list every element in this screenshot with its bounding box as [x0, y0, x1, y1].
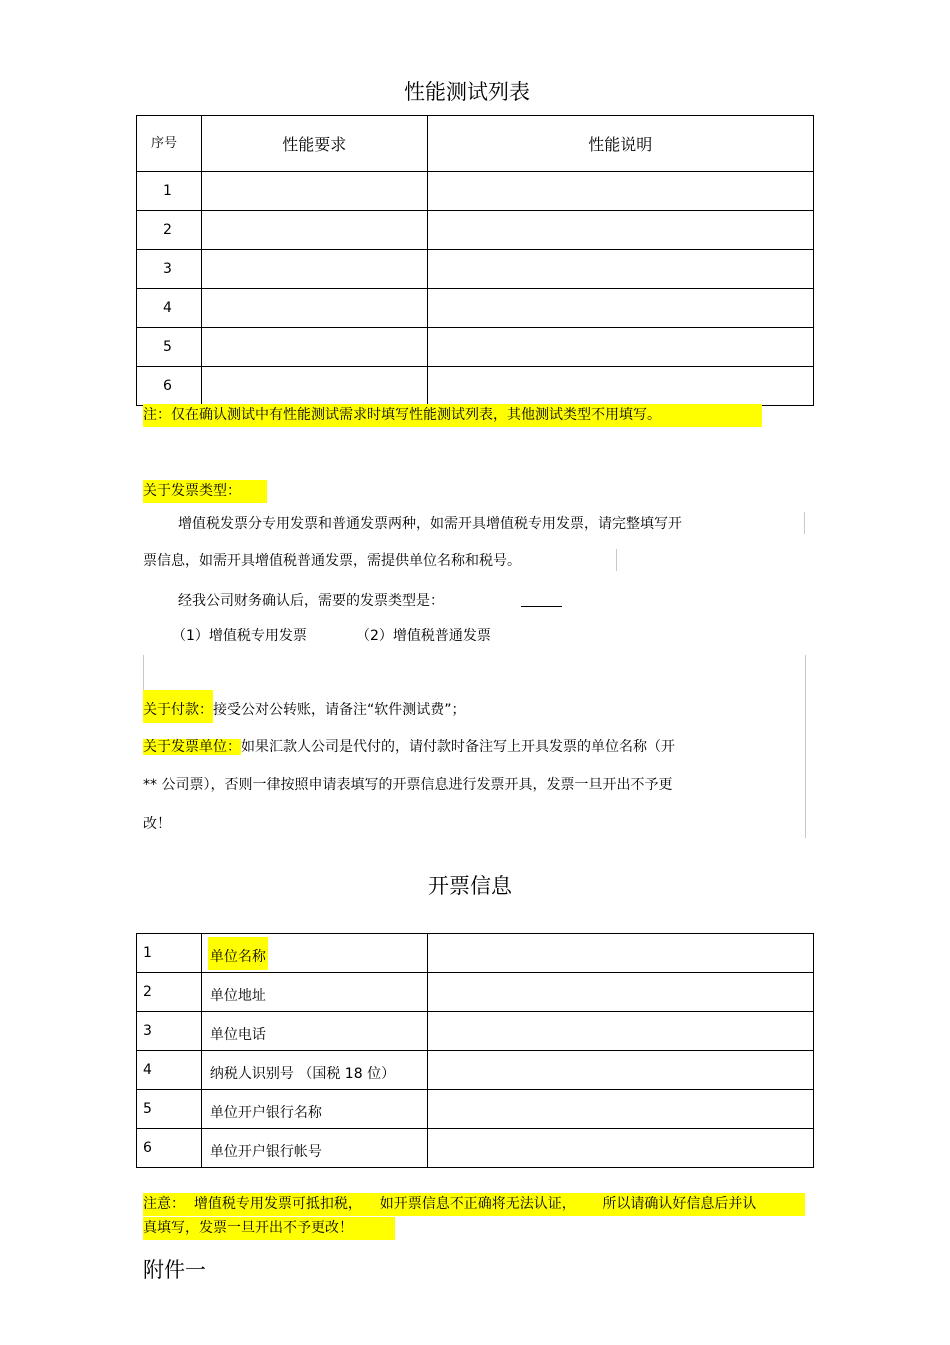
payment-paragraph — [143, 690, 466, 723]
table-row — [137, 1051, 814, 1090]
field-value-cell[interactable] — [427, 1090, 813, 1129]
invoice-unit-text1: 如果汇款人公司是代付的，请付款时备注写上开具发票的单位名称（开 — [241, 739, 675, 755]
table-row — [137, 1090, 814, 1129]
billing-table — [136, 933, 814, 1168]
row-number: 3 — [137, 250, 202, 289]
margin-mark — [804, 512, 805, 534]
row-number: 3 — [137, 1012, 202, 1051]
perf-table-title: 性能测试列表 — [404, 80, 530, 104]
table-row — [137, 973, 814, 1012]
header-requirement: 性能要求 — [201, 116, 427, 172]
row-number: 1 — [137, 934, 202, 973]
row-number: 4 — [137, 289, 202, 328]
row-number: 5 — [137, 1090, 202, 1129]
perf-table — [136, 115, 814, 406]
description-cell[interactable] — [427, 289, 813, 328]
description-cell[interactable] — [427, 367, 813, 406]
requirement-cell[interactable] — [201, 250, 427, 289]
invoice-option-general[interactable]: （2）增值税普通发票 — [356, 628, 491, 644]
row-number: 2 — [137, 973, 202, 1012]
payment-label: 关于付款： — [143, 690, 213, 723]
invoice-type-heading: 关于发票类型： — [143, 480, 267, 503]
invoice-unit-line3: 改！ — [143, 816, 171, 832]
margin-mark — [143, 655, 144, 695]
row-number: 6 — [137, 367, 202, 406]
requirement-cell[interactable] — [201, 289, 427, 328]
description-cell[interactable] — [427, 250, 813, 289]
table-row — [137, 289, 814, 328]
field-label: 单位开户银行名称 — [201, 1090, 427, 1129]
row-number: 1 — [137, 172, 202, 211]
billing-note-line2: 真填写，发票一旦开出不予更改！ — [143, 1217, 395, 1240]
field-label: 单位开户银行帐号 — [201, 1129, 427, 1168]
requirement-cell[interactable] — [201, 367, 427, 406]
table-row — [137, 934, 814, 973]
margin-mark — [616, 549, 617, 571]
field-value-cell[interactable] — [427, 1051, 813, 1090]
table-row — [137, 172, 814, 211]
requirement-cell[interactable] — [201, 328, 427, 367]
field-label: 单位电话 — [201, 1012, 427, 1051]
field-value-cell[interactable] — [427, 1012, 813, 1051]
invoice-unit-line2: ** 公司票），否则一律按照申请表填写的开票信息进行发票开具，发票一旦开出不予更 — [143, 777, 673, 793]
field-label: 单位名称 — [208, 937, 268, 970]
row-number: 2 — [137, 211, 202, 250]
invoice-unit-line1 — [143, 736, 675, 759]
row-number: 5 — [137, 328, 202, 367]
table-row — [137, 328, 814, 367]
description-cell[interactable] — [427, 328, 813, 367]
table-row — [137, 250, 814, 289]
requirement-cell[interactable] — [201, 172, 427, 211]
requirement-cell[interactable] — [201, 211, 427, 250]
field-label-cell — [201, 934, 427, 973]
perf-table-header — [137, 116, 814, 172]
field-value-cell[interactable] — [427, 934, 813, 973]
invoice-type-confirm: 经我公司财务确认后，需要的发票类型是： — [178, 593, 444, 609]
header-description: 性能说明 — [427, 116, 813, 172]
description-cell[interactable] — [427, 211, 813, 250]
invoice-unit-label: 关于发票单位： — [143, 739, 241, 755]
invoice-option-special[interactable]: （1）增值税专用发票 — [172, 628, 307, 644]
table-row — [137, 211, 814, 250]
description-cell[interactable] — [427, 172, 813, 211]
table-row — [137, 1129, 814, 1168]
payment-text: 接受公对公转账，请备注“软件测试费”； — [213, 702, 466, 718]
field-label: 单位地址 — [201, 973, 427, 1012]
header-seq: 序号 — [137, 116, 202, 172]
table-row — [137, 1012, 814, 1051]
perf-note: 注：仅在确认测试中有性能测试需求时填写性能测试列表，其他测试类型不用填写。 — [143, 404, 762, 427]
margin-mark — [805, 655, 806, 838]
attachment-label: 附件一 — [143, 1258, 206, 1282]
row-number: 6 — [137, 1129, 202, 1168]
table-row — [137, 367, 814, 406]
field-label: 纳税人识别号 （国税 18 位） — [201, 1051, 427, 1090]
field-value-cell[interactable] — [427, 1129, 813, 1168]
invoice-type-blank-field[interactable] — [521, 606, 562, 607]
billing-note-line1: 注意： 增值税专用发票可抵扣税， 如开票信息不正确将无法认证， 所以请确认好信息后并认 — [143, 1193, 805, 1216]
billing-title: 开票信息 — [428, 874, 512, 898]
invoice-type-para-line2: 票信息，如需开具增值税普通发票，需提供单位名称和税号。 — [143, 553, 521, 569]
invoice-type-para-line1: 增值税发票分专用发票和普通发票两种，如需开具增值税专用发票，请完整填写开 — [178, 516, 682, 532]
row-number: 4 — [137, 1051, 202, 1090]
field-value-cell[interactable] — [427, 973, 813, 1012]
